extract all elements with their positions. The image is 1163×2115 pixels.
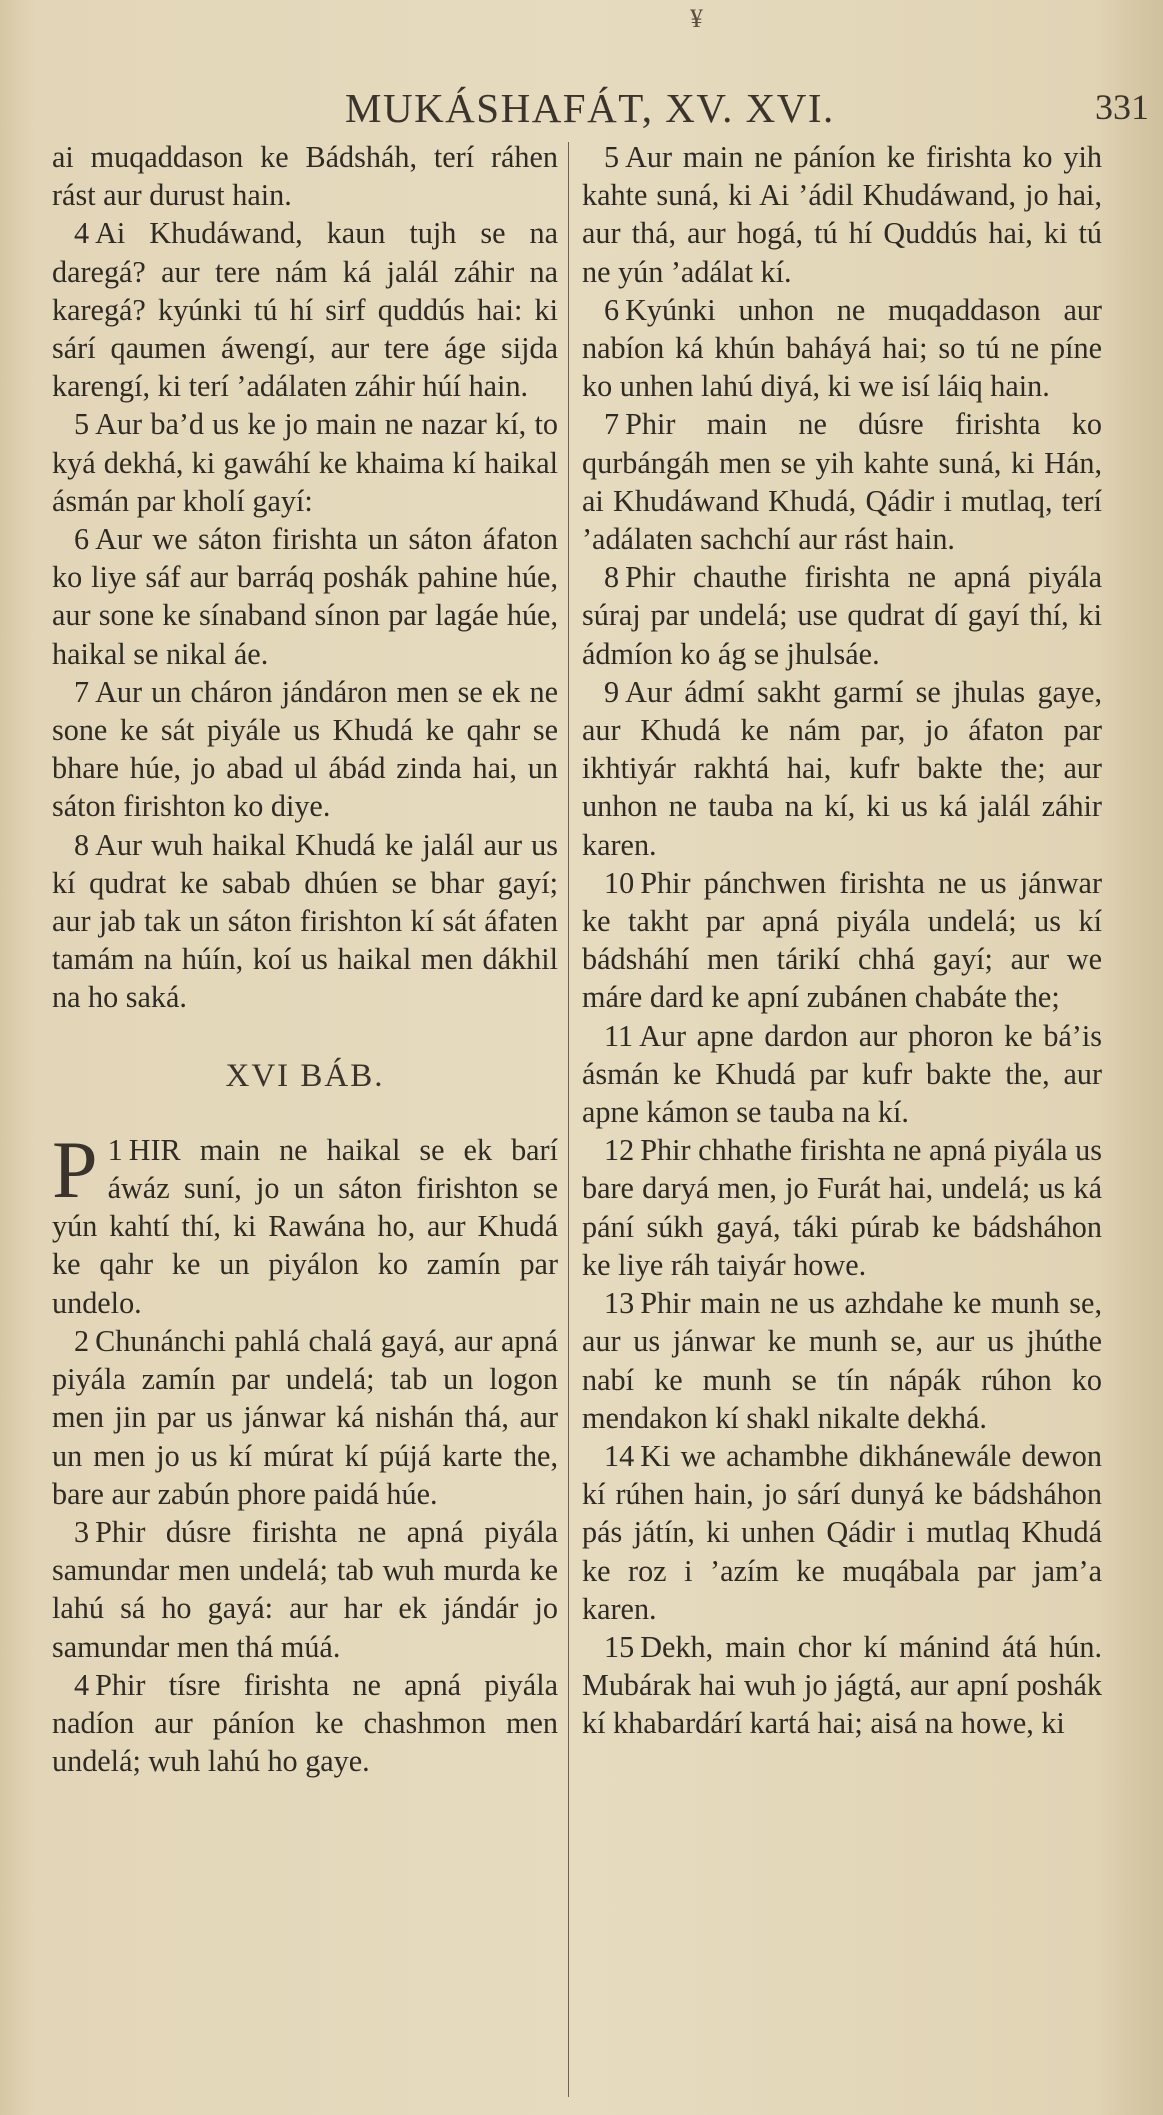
verse-number: 3 [74,1514,90,1549]
verse-text: Dekh, main chor kí mánind átá hún. Mubárak hai wuh jo jágtá, aur apní poshák kí khabardárí kartá hai; aisá na howe, ki [582,1629,1102,1741]
verse-xvi-6 [582,291,1102,406]
verse-text: Aur un cháron jándáron men se ek ne sone ke sát piyále us Khudá ke qahr se bhare húe, jo abad ul ábád zinda hai, un sáton firishton ko diye. [52,674,558,824]
verse-text: HIR main ne haikal se ek barí áwáz suní, jo un sáton firishton se yún kahtí thí, ki Rawána ho, aur Khudá ke qahr ke un piyálon ko zamín par undelo. [52,1132,558,1320]
drop-cap: P [52,1123,98,1215]
verse-xvi-10 [582,864,1102,1017]
page-number: 331 [1095,87,1149,127]
verse-xvi-3 [52,1513,558,1666]
verse-text: Aur main ne páníon ke firishta ko yih kahte suná, ki Ai ’ádil Khudáwand, jo hai, aur thá, aur hogá, tú hí Quddús hai, ki tú ne yún ’adálat kí. [582,140,1102,289]
verse-xvi-1 [52,1123,558,1322]
verse-xvi-2 [52,1322,558,1513]
column-divider [568,142,569,2097]
verse-text: Phir pánchwen firishta ne us jánwar ke takht par apná piyála undelá; us kí bádsháhí men tárikí chhá gayí; aur we máre dard ke apní zubánen chabáte the; [582,865,1102,1015]
verse-text: Phir chauthe firishta ne apná piyála súraj par undelá; use qudrat dí gayí thí, ki ádmíon ko ág se jhulsáe. [582,560,1102,671]
verse-xv-7 [52,673,558,826]
verse-text: Phir chhathe firishta ne apná piyála us bare daryá men, jo Furát hai, undelá; us ká pání súkh gayá, táki púrab ke bádsháhon ke liye ráh taiyár howe. [582,1133,1102,1282]
verse-xvi-8 [582,558,1102,673]
verse-text: Phir dúsre firishta ne apná piyála samundar men undelá; tab wuh murda ke lahú sá ho gayá: aur har ek jándár jo samundar men thá múá. [52,1514,558,1664]
verse-text: Aur apne dardon aur phoron ke bá’is ásmán ke Khudá par kufr bakte the, aur apne kámon se tauba na kí. [582,1018,1102,1130]
verse-xvi-9 [582,673,1102,864]
verse-number: 10 [604,865,635,900]
verse-number: 4 [74,1667,90,1702]
page-header [0,84,1163,134]
verse-number: 14 [604,1438,635,1473]
verse-number: 4 [74,216,90,251]
verse-number: 5 [74,407,90,442]
verse-continuation: ai muqaddason ke Bádsháh, terí ráhen rást aur durust hain. [52,140,558,213]
verse-xvi-5 [582,138,1102,291]
verse-xvi-7 [582,405,1102,558]
left-column [52,138,558,2098]
verse-text: Phir tísre firishta ne apná piyála nadíon aur páníon ke chashmon men undelá; wuh lahú ho gaye. [52,1667,558,1779]
chapter-heading: XVI BÁB. [225,1057,385,1094]
running-title: MUKÁSHAFÁT, XV. XVI. [345,85,835,131]
verse-number: 13 [604,1286,635,1321]
verse-number: 12 [604,1133,635,1168]
printer-mark: ¥ [690,4,703,33]
verse-xvi-14 [582,1437,1102,1628]
right-column [582,138,1102,2098]
verse-number: 5 [604,140,620,174]
verse-number: 11 [604,1018,634,1053]
verse-xvi-4 [52,1666,558,1781]
verse-number: 8 [604,560,620,595]
verse-text: Kyúnki unhon ne muqaddason aur nabíon ká khún baháyá hai; so tú ne píne ko unhen lahú diyá, ki we isí láiq hain. [582,292,1102,404]
verse-text: Aur we sáton firishta un sáton áfaton ko liye sáf aur barráq poshák pahine húe, aur sone ke sínaband sínon par lagáe húe, haikal se nikal áe. [52,522,558,671]
verse-xv-4 [52,214,558,405]
verse-number: 1 [107,1132,123,1167]
verse-text: Chunánchi pahlá chalá gayá, aur apná piyála zamín par undelá; tab un logon men jin par us jánwar ká nishán thá, aur un men jo us kí múrat kí pújá karte the, bare aur zabún phore paidá húe. [52,1323,558,1511]
verse-xvi-11 [582,1017,1102,1132]
verse-number: 9 [604,674,620,709]
verse-xvi-13 [582,1284,1102,1437]
verse-text: Ai Khudáwand, kaun tujh se na daregá? aur tere nám ká jalál záhir na karegá? kyúnki tú hí sirf quddús hai: ki sárí qaumen áwengí, aur tere áge sijda karengí, ki terí ’adálaten záhir húí hain. [52,216,558,404]
verse-text: Aur wuh haikal Khudá ke jalál aur us kí qudrat ke sabab dhúen se bhar gayí; aur jab tak un sáton firishton kí sát áfaten tamám na húín, koí us haikal men dákhil na ho saká. [52,827,558,1015]
verse-number: 7 [604,407,620,442]
verse-xv-6 [52,520,558,673]
verse-text: Aur ádmí sakht garmí se jhulas gaye, aur Khudá ke nám par, jo áfaton par ikhtiyár rakhtá hai, kufr bakte the; aur unhon ne tauba na kí, ki us ká jalál záhir karen. [582,674,1102,862]
verse-number: 15 [604,1629,635,1664]
verse-text: Ki we achambhe dikhánewále dewon kí rúhen hain, jo sárí dunyá ke bádsháhon pás játín, ki unhen Qádir i mutlaq Khudá ke roz i ’azím ke muqábala par jam’a karen. [582,1438,1102,1626]
verse-xv-5 [52,405,558,520]
verse-number: 6 [604,292,620,327]
verse-text: Aur ba’d us ke jo main ne nazar kí, to kyá dekhá, ki gawáhí ke khaima kí haikal ásmán par kholí gayí: [52,407,558,518]
verse-number: 8 [74,827,90,862]
verse-xvi-12 [582,1131,1102,1284]
verse-xv-8 [52,826,558,1017]
verse-text: Phir main ne dúsre firishta ko qurbángáh men se yih kahte suná, ki Hán, ai Khudáwand Khudá, Qádir i mutlaq, terí ’adálaten sachchí aur rást hain. [582,407,1102,557]
verse-number: 6 [74,522,90,557]
verse-number: 7 [74,674,90,709]
verse-number: 2 [74,1323,90,1358]
verse-text: Phir main ne us azhdahe ke munh se, aur us jánwar ke munh se, aur us jhúthe nabí ke munh se tín nápák rúhon ko mendakon kí shakl nikalte dekhá. [582,1286,1102,1435]
verse-xvi-15 [582,1628,1102,1743]
